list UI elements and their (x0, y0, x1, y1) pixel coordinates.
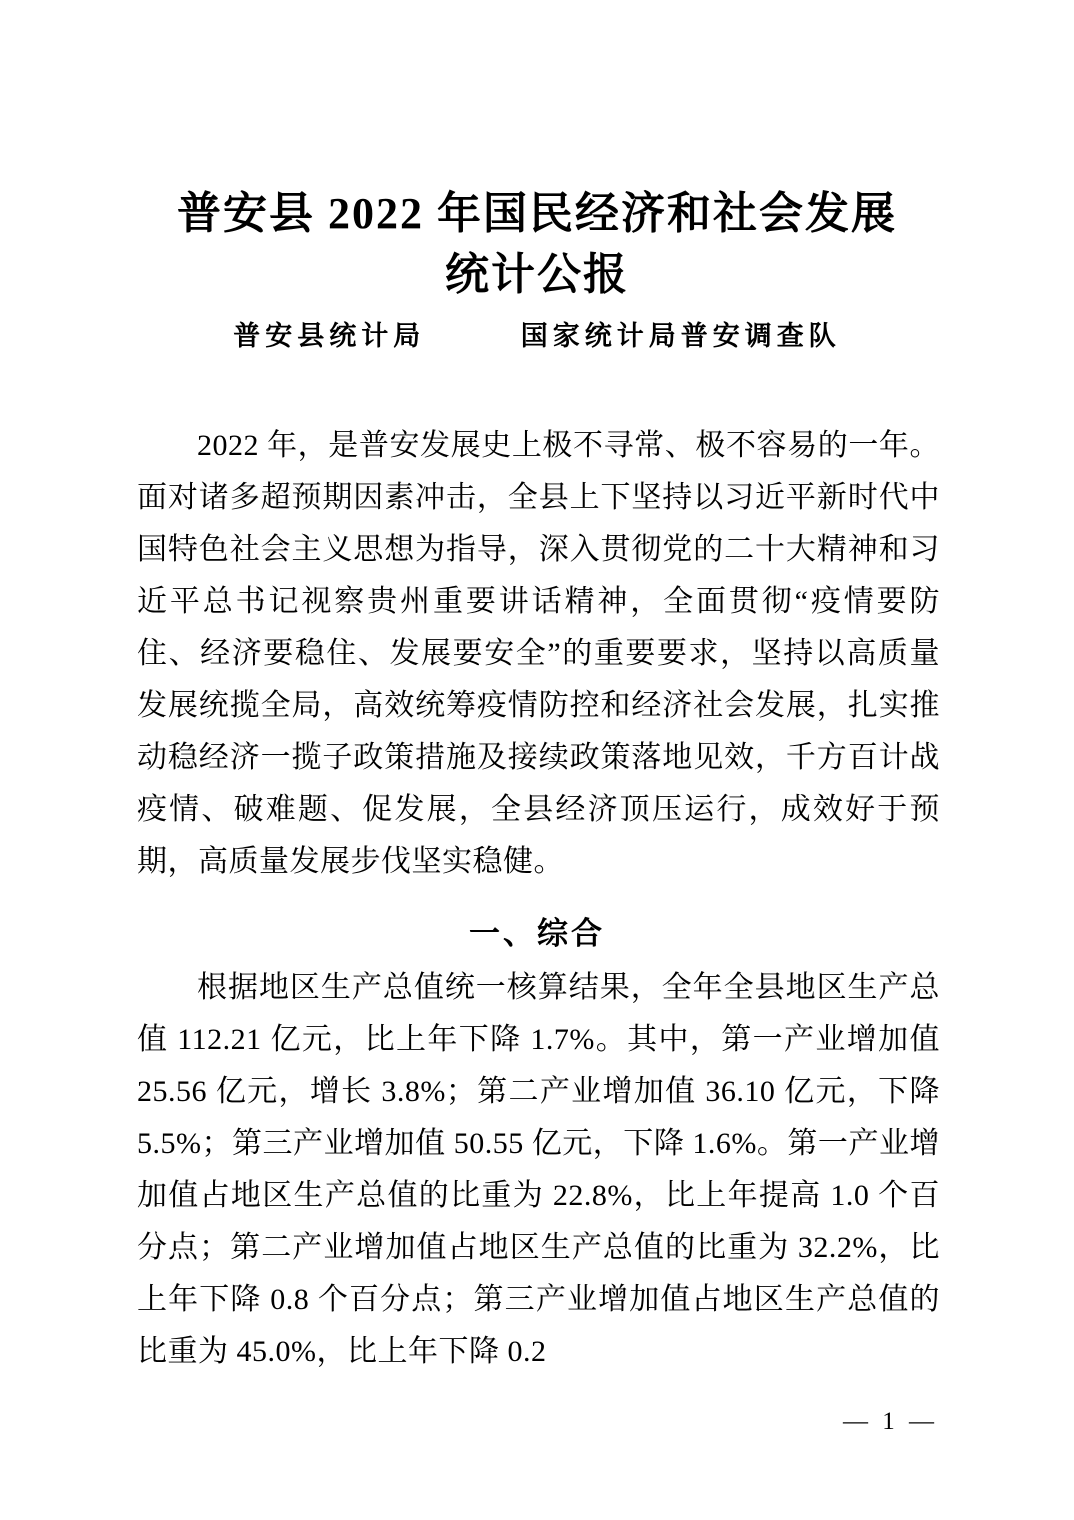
byline (0, 314, 1074, 353)
document-title-line-1: 普安县 2022 年国民经济和社会发展 (177, 189, 897, 238)
document-title (0, 183, 1074, 305)
page-number: — 1 — (843, 1408, 938, 1435)
byline-agency-national-survey-team: 国家统计局普安调查队 (520, 321, 841, 351)
document-title-line-2: 统计公报 (445, 250, 629, 299)
gdp-statistics-paragraph: 根据地区生产总值统一核算结果，全年全县地区生产总值 112.21 亿元，比上年下降 1.7%。其中，第一产业增加值 25.56 亿元，增长 3.8%；第二产业增加值 36.10 亿元，下降 5.5%；第三产业增加值 50.55 亿元，下降 1.6%。第一产业增加值占地区生产总值的比重为 22.8%，比上年提高 1.0 个百分点；第二产业增加值占地区生产总值的比重为 32.2%，比上年下降 0.8 个百分点；第三产业增加值占地区生产总值的比重为 45.0%，比上年下降 0.2 (137, 971, 940, 1368)
section-heading-overview: 一、综合 (469, 916, 605, 951)
byline-agency-county-bureau: 普安县统计局 (233, 321, 426, 351)
intro-paragraph: 2022 年，是普安发展史上极不寻常、极不容易的一年。面对诸多超预期因素冲击，全县上下坚持以习近平新时代中国特色社会主义思想为指导，深入贯彻党的二十大精神和习近平总书记视察贵州重要讲话精神，全面贯彻“疫情要防住、经济要稳住、发展要安全”的重要要求，坚持以高质量发展统揽全局，高效统筹疫情防控和经济社会发展，扎实推动稳经济一揽子政策措施及接续政策落地见效，千方百计战疫情、破难题、促发展，全县经济顶压运行，成效好于预期，高质量发展步伐坚实稳健。 (137, 429, 940, 878)
